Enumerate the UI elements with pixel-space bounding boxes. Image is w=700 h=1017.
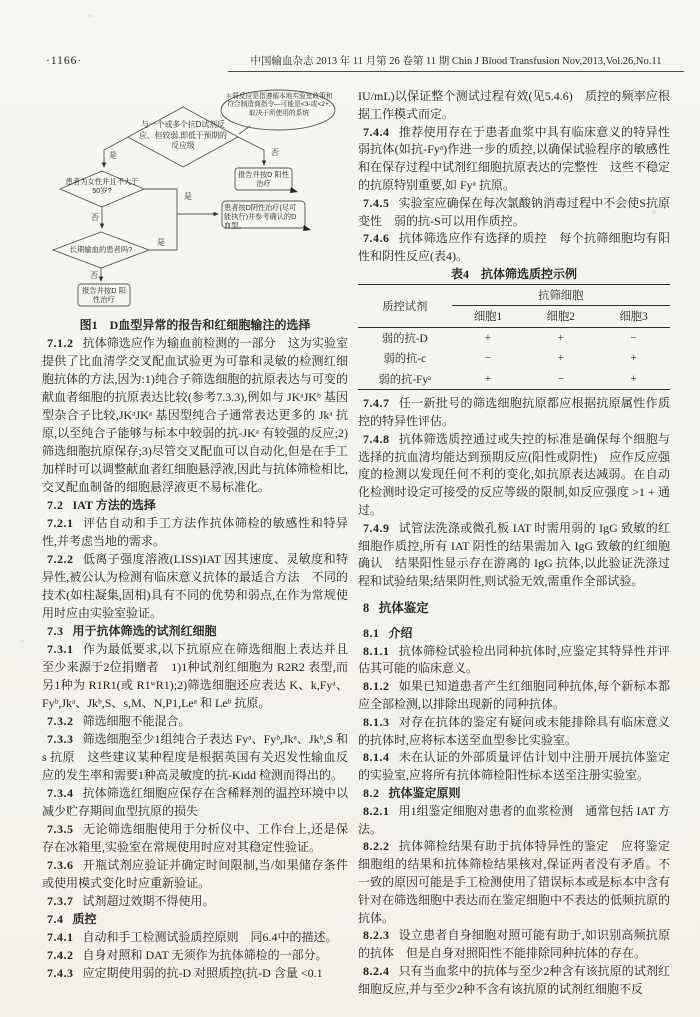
section-7-3-1: 7.3.1 作为最低要求,以下抗原应在筛选细胞上表达并且至少来源于2位捐赠者 1)1种试剂红细胞为 R2R2 表型,而另1种为 R1R1(或 R1ʷR1);2)筛选细胞还应表达 K、k,Fyᵃ、Fyᵇ,Jkᵃ、Jkᵇ,S、s,M、N,P1,Leᵃ 和 Leᵇ 抗原。 — [42, 642, 348, 710]
table4-result: + — [484, 331, 492, 344]
flowchart-box-treat-d-negative: 患者按D阴性治疗(尽可能执行)并参考确认的D血型。 — [224, 203, 297, 230]
section-8-1-1: 8.1.1 抗体筛检试验检出同种抗体时,应鉴定其特异性并评估其可能的临床意义。 — [358, 643, 670, 676]
section-8-1-2: 8.1.2 如果已知道患者产生红细胞同种抗体,每个新标本都应全部检测,以排除出现新的同种抗体。 — [358, 679, 670, 712]
section-7-4-2: 7.4.2 自身对照和 DAT 无须作为抗体筛检的一部分。 — [47, 948, 328, 962]
section-7-3-3: 7.3.3 筛选细胞至少1组纯合子表达 Fyᵃ、Fyᵇ,Jkᵃ、Jkᵇ,S 和 s 抗原 这些建议某种程度是根据英国有关迟发性输血反应的发生率和需要1种高灵敏度的抗-Kidd 检测而得出的。 — [42, 732, 348, 782]
figure1-flowchart — [42, 88, 348, 314]
table4-result: − — [630, 331, 637, 344]
section-7-4-3: 7.4.3 应定期使用弱的抗-D 对照质控(抗-D 含量 <0.1 — [47, 966, 323, 980]
scan-smudge — [88, 14, 93, 17]
corner-arrow-mark — [290, 187, 298, 193]
section-8-1-3: 8.1.3 对存在抗体的鉴定有疑问或未能排除具有临床意义的抗体时,应将标本送至血型参比实验室。 — [358, 714, 670, 747]
table4-result: + — [557, 352, 564, 365]
table4-reagent: 弱的抗-Fyᵃ — [378, 373, 432, 386]
section-7-3-2: 7.3.2 筛选细胞不能混合。 — [47, 714, 191, 728]
table4-reagent: 弱的抗-D — [381, 332, 428, 345]
section-7-3-7: 7.3.7 试剂超过效期不得使用。 — [47, 894, 215, 908]
table4-result: − — [484, 352, 492, 365]
page-header — [0, 52, 700, 74]
section-7-4-5: 7.4.5 实验室应确保在每次氯酸钠消毒过程中不会使S抗原变性 弱的抗-S可以用作质控。 — [358, 195, 670, 228]
branch-label-no: 否 — [271, 148, 279, 157]
section-8-2-3: 8.2.3 设立患者自身细胞对照可能有助于,如识别高频抗原的抗体 但是自身对照阳性不能排除同种抗体的存在。 — [358, 928, 670, 961]
section-8-2-2: 8.2.2 抗体筛检结果有助于抗体特异性的鉴定 应将鉴定细胞组的结果和抗体筛检结果核对,保证两者没有矛盾。不一致的原因可能是手工检测使用了错误标本或是标本中含有针对在筛选细胞中表达而在鉴定细胞中不表达的低频抗原的抗体。 — [358, 839, 671, 925]
table4-result: + — [630, 372, 637, 385]
flowchart-box-report-d-positive-top: 报告并按D 阳性治疗 — [237, 170, 290, 188]
section-7-2-1: 7.2.1 评估自动和手工方法作抗体筛检的敏感性和特异性,并考虑当地的需求。 — [42, 516, 348, 548]
right-column — [358, 88, 670, 999]
branch-label-yes: 是 — [157, 238, 165, 247]
branch-label-yes: 是 — [109, 151, 117, 160]
figure1-caption: 图1 D血型异常的报告和红细胞输注的选择 — [79, 318, 311, 332]
section-7-4-3-continued: IU/mL)以保证整个测试过程有效(见5.4.6) 质控的频率应根据工作模式而定。 — [358, 89, 670, 121]
section-7-4-9: 7.4.9 试管法洗涤或微孔板 IAT 时需用弱的 IgG 致敏的红细胞作质控,所有 IAT 阴性的结果需加入 IgG 致敏的红细胞确认 结果阳性显示存在游离的 IgG 抗体,以此验证洗涤过程和试验结果;结果阴性,则试验无效,需重作全部试验。 — [358, 520, 670, 589]
section-7-1-2: 7.1.2 抗体筛选应作为输血前检测的一部分 这为实验室提供了比血清学交叉配血试验更为可靠和灵敏的检测红细胞抗体的方法,因为:1)纯合子筛选细胞的抗原表达与可变的献血者细胞的抗原表达比较(参考7.3.3),例如与 JKᵃJKᵇ 基因型杂合子比较,JKᵃJKᵃ 基因型纯合子通常表达更多的 Jkᵃ 抗原,以至纯合子能够与标本中较弱的抗-JKᵃ 有较强的反应;2)筛选细胞抗原保存;3)尽管交叉配血可以自动化,但是在手工加样时可以调整献血者红细胞悬浮液,因此与抗体筛检相比,交叉配血制备的细胞悬浮液更不易标准化。 — [42, 336, 349, 494]
section-8-2-1: 8.2.1 用1组鉴定细胞对患者的血浆检测 通常包括 IAT 方法。 — [358, 803, 670, 836]
scan-smudge — [20, 640, 25, 643]
section-7-3-6: 7.3.6 开瓶试剂应验证并确定时间限制,当/如果储存条件或使用模式变化时应重新验证。 — [42, 858, 348, 890]
table4-header-cell1: 细胞1 — [452, 306, 525, 328]
section-7-4-1: 7.4.1 自动和手工检测试验质控原则 同6.4中的描述。 — [47, 930, 338, 944]
branch-label-yes: 是 — [184, 192, 192, 201]
flowchart-decision-long-term-transfusion: 长期输血的患者吗? — [69, 245, 133, 254]
section-7-3: 7.3 用于抗体筛选的试剂红细胞 — [47, 624, 217, 638]
section-7-2: 7.2 IAT 方法的选择 — [47, 498, 156, 512]
branch-label-no: 否 — [91, 213, 99, 222]
table4-result: + — [484, 372, 492, 385]
section-7-3-5: 7.3.5 无论筛选细胞使用于分析仪中、工作台上,还是保存在冰箱里,实验室在常规使用时应对其稳定性验证。 — [42, 822, 348, 854]
table4-caption: 表4 抗体筛选质控示例 — [450, 266, 577, 281]
section-7-4-8: 7.4.8 抗体筛选质控通过或失控的标准是确保每个细胞与选择的抗血清均能达到预期反应(阳性或阴性) 应作反应强度的检测以发现任何不利的变化,如抗原表达减弱。在自动化检测时设定可接受的反应等级的限制,如反应强度 >1 + 通过。 — [358, 431, 670, 518]
section-7-4-6: 7.4.6 抗体筛选应作有选择的质控 每个抗筛细胞均有阳性和阴性反应(表4)。 — [358, 231, 670, 264]
table-row — [358, 348, 670, 369]
page-number: ·1166· — [46, 55, 83, 67]
section-8-1-4: 8.1.4 未在认证的外部质量评估计划中注册开展抗体鉴定的实验室,应将所有抗体筛检阳性标本送至注册实验室。 — [358, 750, 670, 783]
section-7-4-4: 7.4.4 推荐使用存在于患者血浆中具有临床意义的特异性弱抗体(如抗-Fyᵃ)作进一步的质控,以确保试验程序的敏感性和在保存过程中试剂红细胞抗原表达的完整性 这些不稳定的抗原特别重要,如 Fyᵃ 抗原。 — [358, 124, 671, 192]
section-7-3-4: 7.3.4 抗体筛选红细胞应保存在含稀释剂的温控环境中以减少贮存期间血型抗原的损失 — [42, 786, 348, 818]
table-row — [358, 327, 670, 348]
table4-header-reagent: 质控试剂 — [358, 284, 452, 327]
corner-arrow-mark — [303, 225, 311, 231]
table-row — [358, 369, 670, 390]
section-8-1: 8.1 介绍 — [363, 625, 413, 640]
section-8-2-4: 8.2.4 只有当血浆中的抗体与至少2种含有该抗原的试剂红细胞反应,并与至少2种不含有该抗原的试剂红细胞不反 — [358, 963, 670, 996]
flowchart-decision-female-under-50: 患者为女性并且不大于50岁? — [65, 177, 139, 196]
section-7-4-7: 7.4.7 任一新批号的筛选细胞抗原都应根据抗原属性作质控的特异性评估。 — [358, 396, 670, 429]
section-8-heading: 8 抗体鉴定 — [363, 601, 429, 616]
table4-antibody-screen-qc — [358, 284, 670, 391]
flowchart-box-report-d-positive-bottom: 报告并按D 阳性治疗 — [82, 286, 126, 304]
table4-result: + — [557, 331, 564, 344]
section-8-2: 8.2 抗体鉴定原则 — [363, 786, 461, 800]
flowchart-decision-weak-reaction: 与一个或多个抗D试剂反应、但较弱,即低于预期的反应级 — [139, 120, 227, 150]
table4-header-cell2: 细胞2 — [524, 306, 597, 328]
table4-result: − — [557, 372, 564, 385]
section-7-4: 7.4 质控 — [47, 912, 97, 926]
left-column — [42, 88, 348, 982]
table4-header-cell3: 细胞3 — [597, 306, 670, 328]
table4-result: + — [630, 352, 637, 365]
journal-title-line: 中国输血杂志 2013 年 11 月第 26 卷第 11 期 Chin J Blood Transfusion Nov,2013,Vol.26,No.11 — [228, 53, 684, 72]
section-7-2-2: 7.2.2 低离子强度溶液(LISS)IAT 因其速度、灵敏度和特异性,被公认为检测有临床意义抗体的最适合方法 不同的技术(如柱凝集,固相)具有不同的优势和弱点,在作为常规使用时应由实验室验证。 — [42, 552, 348, 620]
table4-header-screen-cells: 抗筛细胞 — [452, 284, 670, 306]
flowchart-cloud-note: ＊弱反应是指遵循本地实验室政策和符合制造商指令—可能是<3-或<2+,取决于所使用的系统 — [225, 93, 333, 117]
table4-reagent: 弱的抗-c — [383, 353, 427, 366]
branch-label-no: 否 — [90, 271, 98, 280]
